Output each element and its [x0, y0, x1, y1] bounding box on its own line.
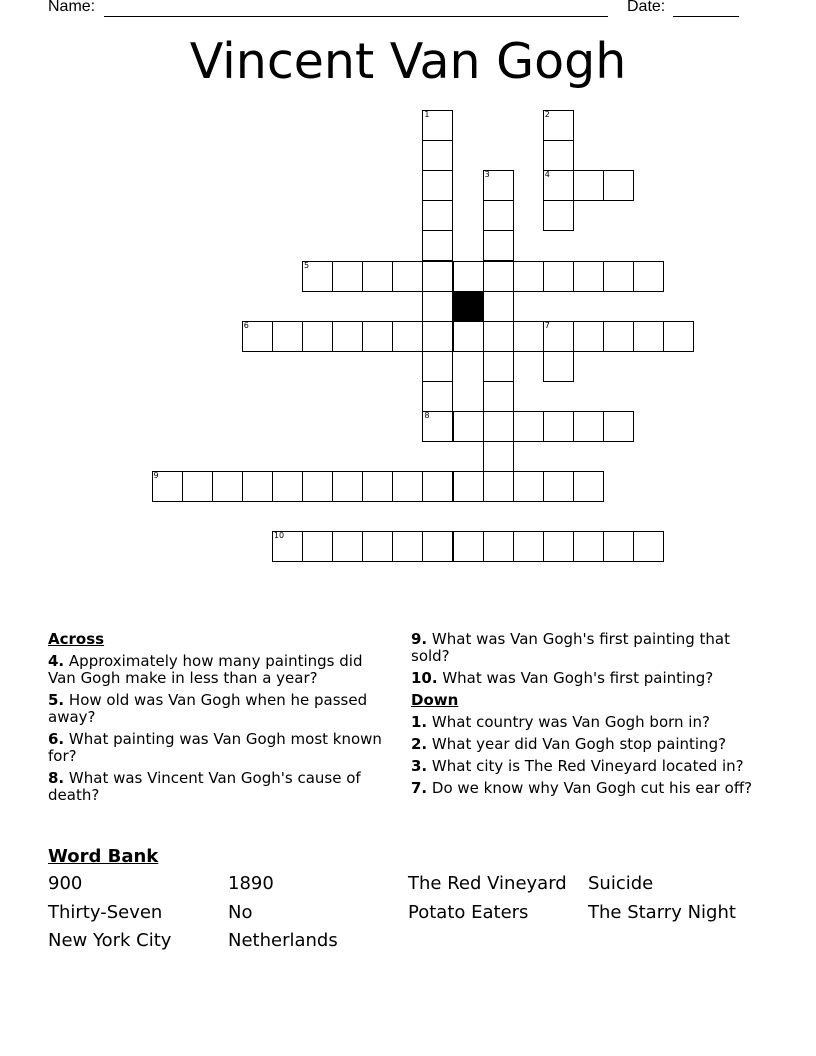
crossword-cell[interactable] [332, 531, 363, 562]
clue-across-9: 9. What was Van Gogh's first painting that sold? [411, 630, 731, 665]
crossword-cell[interactable] [483, 471, 514, 502]
crossword-cell[interactable] [573, 411, 604, 442]
crossword-cell[interactable] [633, 321, 664, 352]
crossword-cell[interactable] [603, 411, 634, 442]
crossword-cell[interactable] [302, 321, 333, 352]
clue-across-8: 8. What was Vincent Van Gogh's cause of death? [48, 769, 361, 804]
crossword-cell[interactable] [573, 471, 604, 502]
word-bank-item: No [228, 902, 253, 923]
clue-down-1: 1. What country was Van Gogh born in? [411, 713, 710, 731]
name-label: Name: [48, 0, 96, 15]
crossword-cell[interactable] [453, 261, 484, 292]
crossword-cell[interactable] [573, 531, 604, 562]
crossword-cell[interactable] [422, 291, 453, 322]
crossword-cell[interactable] [422, 381, 453, 412]
crossword-cell[interactable] [362, 321, 393, 352]
clue-across-6: 6. What painting was Van Gogh most known for? [48, 730, 382, 765]
crossword-cell[interactable] [422, 531, 453, 562]
word-bank-item: 900 [48, 873, 83, 894]
crossword-cell[interactable] [242, 321, 273, 352]
clue-number: 6 [243, 320, 249, 330]
crossword-cell[interactable] [543, 321, 574, 352]
crossword-cell[interactable] [422, 110, 453, 141]
crossword-cell[interactable] [453, 411, 484, 442]
crossword-cell[interactable] [513, 411, 544, 442]
crossword-cell[interactable] [483, 200, 514, 231]
crossword-cell[interactable] [483, 291, 514, 322]
across-heading: Across [48, 630, 105, 648]
crossword-cell[interactable] [573, 170, 604, 201]
crossword-cell[interactable] [543, 351, 574, 382]
crossword-cell[interactable] [422, 230, 453, 261]
crossword-cell[interactable] [212, 471, 243, 502]
clue-number: 2 [544, 110, 550, 119]
crossword-cell[interactable] [663, 321, 694, 352]
word-bank-item: Suicide [588, 873, 654, 894]
crossword-cell[interactable] [483, 230, 514, 261]
crossword-cell[interactable] [483, 531, 514, 562]
crossword-cell[interactable] [543, 170, 574, 201]
word-bank-item: 1890 [228, 873, 274, 894]
crossword-cell[interactable] [332, 261, 363, 292]
crossword-cell[interactable] [483, 261, 514, 292]
black-cell [453, 291, 484, 322]
crossword-cell[interactable] [242, 471, 273, 502]
crossword-cell[interactable] [302, 471, 333, 502]
clue-number: 4 [544, 170, 550, 180]
crossword-cell[interactable] [543, 140, 574, 171]
crossword-cell[interactable] [182, 471, 213, 502]
word-bank-item: Netherlands [228, 930, 338, 951]
word-bank-item: The Red Vineyard [408, 873, 567, 894]
word-bank-item: Potato Eaters [408, 902, 529, 923]
clue-number: 1 [424, 110, 430, 119]
right-clue-column [411, 631, 756, 802]
clue-across-5: 5. How old was Van Gogh when he passed away? [48, 691, 368, 726]
crossword-cell[interactable] [272, 471, 303, 502]
word-bank-item: Thirty-Seven [48, 902, 163, 923]
crossword-cell[interactable] [603, 321, 634, 352]
crossword-cell[interactable] [573, 261, 604, 292]
clue-number: 8 [424, 411, 430, 420]
across-clues [48, 631, 388, 809]
crossword-cell[interactable] [483, 170, 514, 201]
crossword-cell[interactable] [332, 471, 363, 502]
word-bank-item: New York City [48, 930, 172, 951]
crossword-cell[interactable] [543, 261, 574, 292]
crossword-cell[interactable] [633, 531, 664, 562]
crossword-cell[interactable] [603, 261, 634, 292]
clue-down-3: 3. What city is The Red Vineyard located in? [411, 757, 744, 775]
crossword-cell[interactable] [483, 351, 514, 382]
crossword-cell[interactable] [152, 471, 183, 502]
crossword-cell[interactable] [453, 471, 484, 502]
crossword-cell[interactable] [362, 471, 393, 502]
crossword-cell[interactable] [633, 261, 664, 292]
crossword-cell[interactable] [392, 471, 423, 502]
crossword-cell[interactable] [422, 321, 453, 352]
crossword-cell[interactable] [422, 411, 453, 442]
crossword-cell[interactable] [302, 531, 333, 562]
clue-across-10: 10. What was Van Gogh's first painting? [411, 669, 714, 687]
crossword-cell[interactable] [483, 411, 514, 442]
clue-number: 7 [544, 320, 550, 330]
crossword-cell[interactable] [332, 321, 363, 352]
crossword-cell[interactable] [272, 531, 303, 562]
crossword-cell[interactable] [483, 441, 514, 472]
date-label: Date: [627, 0, 666, 15]
crossword-cell[interactable] [422, 261, 453, 292]
clue-number: 10 [273, 531, 285, 541]
crossword-cell[interactable] [603, 531, 634, 562]
crossword-cell[interactable] [392, 321, 423, 352]
crossword-cell[interactable] [302, 261, 333, 292]
crossword-cell[interactable] [483, 321, 514, 352]
clue-number: 3 [484, 170, 490, 180]
page-title: Vincent Van Gogh [189, 33, 627, 90]
crossword-cell[interactable] [453, 531, 484, 562]
crossword-cell[interactable] [543, 531, 574, 562]
crossword-cell[interactable] [453, 321, 484, 352]
clue-number: 9 [153, 471, 159, 481]
word-bank-heading: Word Bank [48, 846, 159, 867]
down-heading: Down [411, 691, 459, 709]
crossword-cell[interactable] [422, 351, 453, 382]
word-bank-item: The Starry Night [588, 902, 736, 923]
crossword-cell[interactable] [392, 261, 423, 292]
crossword-cell[interactable] [422, 140, 453, 171]
crossword-cell[interactable] [362, 531, 393, 562]
clue-down-7: 7. Do we know why Van Gogh cut his ear off? [411, 779, 753, 797]
clue-down-2: 2. What year did Van Gogh stop painting? [411, 735, 727, 753]
crossword-cell[interactable] [422, 200, 453, 231]
crossword-cell[interactable] [513, 321, 544, 352]
crossword-cell[interactable] [422, 471, 453, 502]
clue-across-4: 4. Approximately how many paintings did Van Gogh make in less than a year? [48, 652, 363, 687]
clue-number: 5 [304, 260, 310, 270]
crossword-cell[interactable] [483, 381, 514, 412]
crossword-cell[interactable] [543, 471, 574, 502]
crossword-cell[interactable] [573, 321, 604, 352]
crossword-cell[interactable] [513, 471, 544, 502]
crossword-cell[interactable] [362, 261, 393, 292]
crossword-cell[interactable] [543, 110, 574, 141]
crossword-cell[interactable] [422, 170, 453, 201]
crossword-cell[interactable] [513, 261, 544, 292]
crossword-cell[interactable] [513, 531, 544, 562]
crossword-cell[interactable] [392, 531, 423, 562]
crossword-cell[interactable] [543, 200, 574, 231]
crossword-cell[interactable] [543, 411, 574, 442]
crossword-cell[interactable] [272, 321, 303, 352]
crossword-cell[interactable] [603, 170, 634, 201]
